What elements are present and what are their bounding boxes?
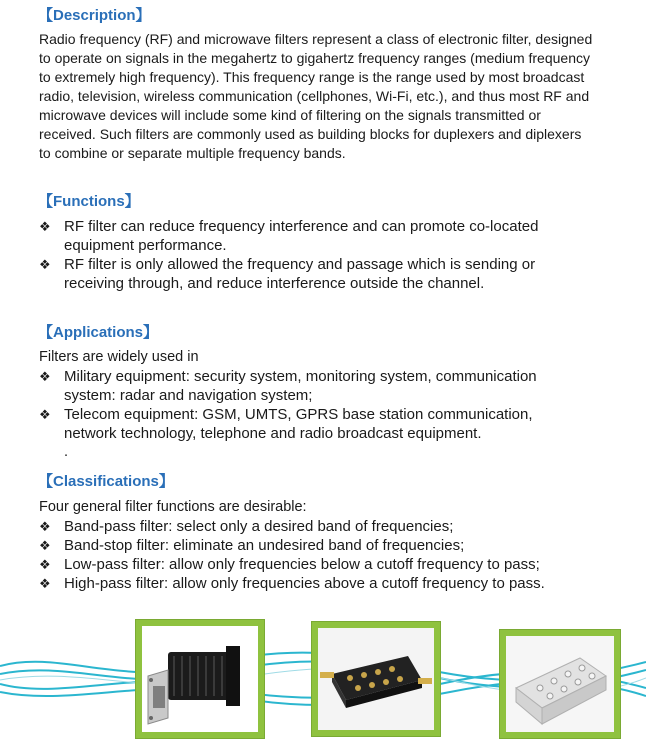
description-line: to combine or separate multiple frequency bands. (39, 145, 346, 161)
description-line: Radio frequency (RF) and microwave filters represent a class of electronic filter, designed (39, 31, 593, 47)
applications-bullet (39, 367, 599, 405)
description-line: radio, television, wireless communication (cellphones, Wi-Fi, etc.), and thus most RF and (39, 88, 590, 104)
classifications-bullet (39, 555, 599, 574)
applications-heading: 【Applications】 (38, 324, 159, 341)
classifications-bullet (39, 517, 599, 536)
waveguide-filter-photo (136, 620, 264, 738)
applications-bullet (39, 405, 599, 443)
waveguide-filter-icon (142, 626, 258, 732)
functions-bullet (39, 217, 599, 255)
bullet-line: network technology, telephone and radio broadcast equipment. (64, 425, 482, 442)
classifications-bullet (39, 536, 599, 555)
functions-bullet (39, 255, 599, 293)
bullet-line: High-pass filter: allow only frequencies above a cutoff frequency to pass. (64, 575, 545, 592)
bullet-line: RF filter is only allowed the frequency and passage which is sending or (64, 256, 536, 273)
combline-filter-photo (500, 630, 620, 738)
classifications-heading: 【Classifications】 (38, 473, 174, 490)
diamond-bullet-icon: ❖ (39, 519, 51, 534)
functions-heading: 【Functions】 (38, 193, 140, 210)
diamond-bullet-icon: ❖ (39, 407, 51, 422)
bullet-line: RF filter can reduce frequency interference and can promote co-located (64, 218, 539, 235)
diamond-bullet-icon: ❖ (39, 257, 51, 272)
bullet-line: system: radar and navigation system; (64, 387, 313, 404)
bullet-line: Band-pass filter: select only a desired band of frequencies; (64, 518, 454, 535)
bullet-line: equipment performance. (64, 237, 227, 254)
applications-intro: Filters are widely used in (39, 349, 199, 365)
description-heading: 【Description】 (38, 7, 151, 24)
bullet-line: Military equipment: security system, monitoring system, communication (64, 368, 537, 385)
cavity-filter-photo (312, 622, 440, 736)
diamond-bullet-icon: ❖ (39, 576, 51, 591)
diamond-bullet-icon: ❖ (39, 557, 51, 572)
bullet-line: Telecom equipment: GSM, UMTS, GPRS base station communication, (64, 406, 533, 423)
diamond-bullet-icon: ❖ (39, 369, 51, 384)
description-line: to operate on signals in the megahertz to gigahertz frequency ranges (medium frequency (39, 50, 590, 66)
classifications-bullet (39, 574, 599, 593)
bullet-line: Band-stop filter: eliminate an undesired band of frequencies; (64, 537, 465, 554)
diamond-bullet-icon: ❖ (39, 538, 51, 553)
combline-filter-icon (506, 636, 614, 732)
cavity-filter-icon (318, 628, 434, 730)
bullet-line: Low-pass filter: allow only frequencies below a cutoff frequency to pass; (64, 556, 540, 573)
diamond-bullet-icon: ❖ (39, 219, 51, 234)
description-paragraph (39, 30, 619, 163)
description-line: received. Such filters are commonly used as building blocks for duplexers and diplexers (39, 126, 582, 142)
description-line: to extremely high frequency). This frequency range is the range used by most broadcast (39, 69, 585, 85)
description-line: microwave devices will include some kind of filtering on the signals transmitted or (39, 107, 541, 123)
bullet-line: receiving through, and reduce interference outside the channel. (64, 275, 485, 292)
applications-dot: . (64, 444, 69, 460)
classifications-intro: Four general filter functions are desirable: (39, 499, 307, 515)
